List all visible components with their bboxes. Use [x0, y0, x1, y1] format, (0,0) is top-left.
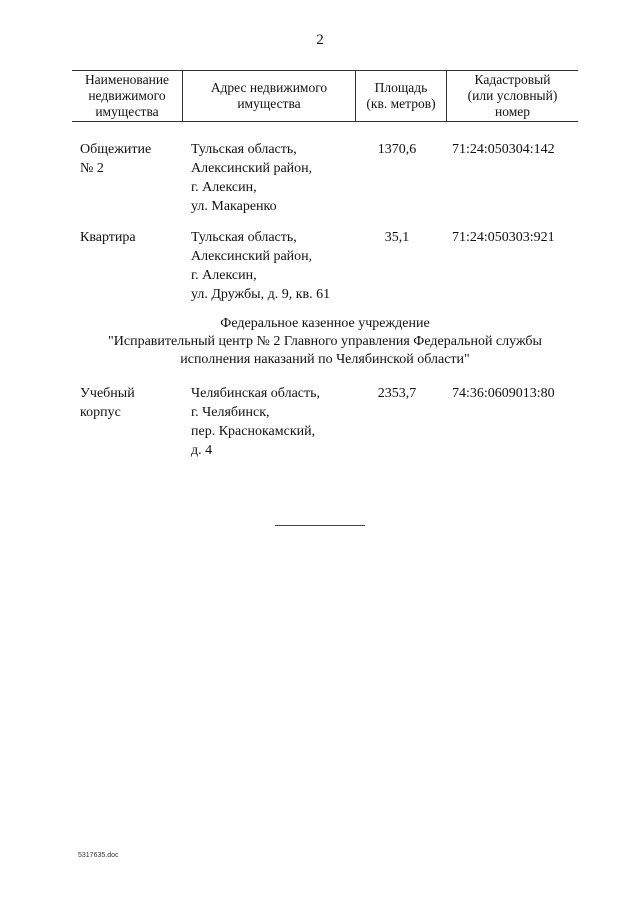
header-area: Площадь (кв. метров) [366, 80, 436, 111]
row-property-address: Тульская область, Алексинский район, г. Алексин, ул. Дружбы, д. 9, кв. 61 [191, 230, 331, 302]
row-property-address: Тульская область, Алексинский район, г. Алексин, ул. Макаренко [191, 142, 313, 214]
header-property-address: Адрес недвижимого имущества [210, 80, 328, 111]
row-property-address: Челябинская область, г. Челябинск, пер. Краснокамский, д. 4 [191, 386, 320, 458]
row-area: 2353,7 [377, 386, 417, 401]
row-cadastral-number: 74:36:0609013:80 [452, 386, 555, 401]
row-cadastral-number: 71:24:050303:921 [452, 230, 555, 245]
file-name-footer: 5317635.doc [78, 852, 119, 859]
end-of-document-line [275, 525, 365, 526]
header-cadastral-number: Кадастровый (или условный) номер [467, 72, 558, 119]
row-property-name: Учебный корпус [80, 386, 135, 420]
row-cadastral-number: 71:24:050304:142 [452, 142, 555, 157]
row-area: 35,1 [384, 230, 410, 245]
table-header [72, 70, 578, 122]
section-title: Федеральное казенное учреждение "Исправительный центр № 2 Главного управления Федеральной службы исполнения наказаний по Челябинской области" [108, 316, 542, 367]
row-area: 1370,6 [377, 142, 417, 157]
row-property-name: Общежитие № 2 [80, 142, 152, 176]
header-property-name: Наименование недвижимого имущества [84, 72, 170, 119]
page-number: 2 [316, 32, 324, 48]
row-property-name: Квартира [80, 230, 136, 245]
